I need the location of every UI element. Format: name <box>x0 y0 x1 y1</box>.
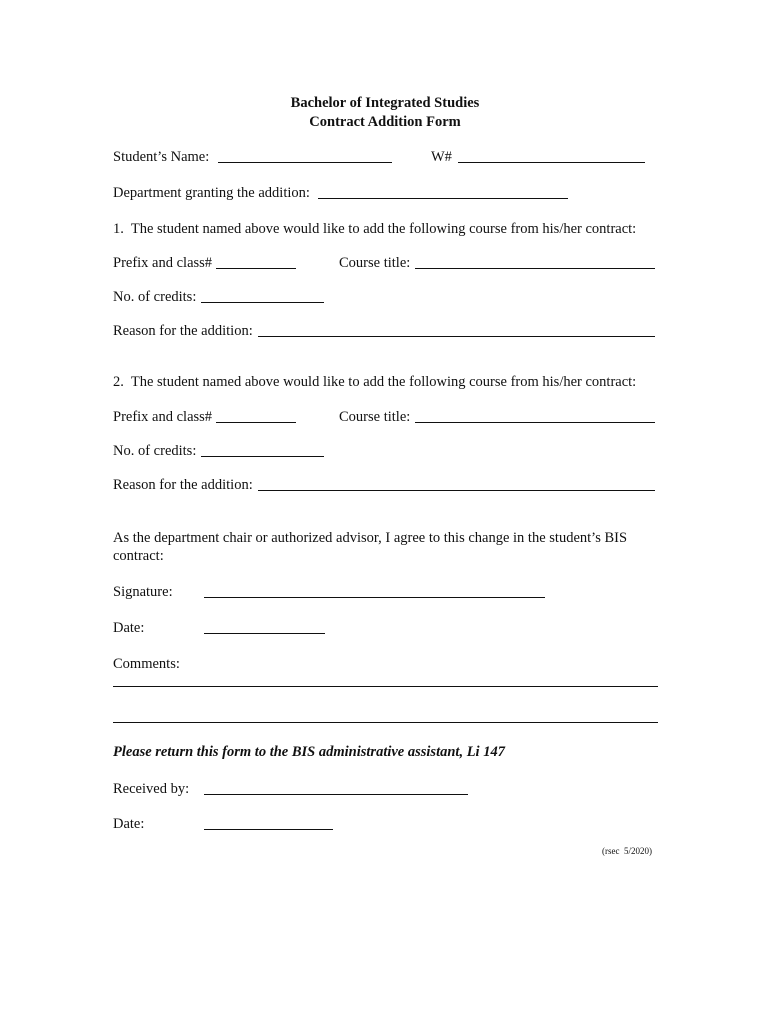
signature-field[interactable] <box>204 597 545 598</box>
form-title-line-2: Contract Addition Form <box>309 114 461 130</box>
section-1-intro: 1. The student named above would like to add the following course from his/her contract: <box>113 221 637 237</box>
section-2-course-title-label: Course title: <box>339 409 411 425</box>
comments-line-1[interactable] <box>113 686 658 687</box>
return-instruction: Please return this form to the BIS administrative assistant, Li 147 <box>113 744 505 760</box>
section-2-intro: 2. The student named above would like to add the following course from his/her contract: <box>113 374 637 390</box>
section-1-prefix-label: Prefix and class# <box>113 255 213 271</box>
approval-date-field[interactable] <box>204 633 325 634</box>
section-1-course-title-field[interactable] <box>415 268 655 269</box>
approval-statement-line-2: contract: <box>113 548 164 564</box>
section-2-reason-field[interactable] <box>258 490 655 491</box>
form-title-line-1: Bachelor of Integrated Studies <box>290 95 480 111</box>
received-date-field[interactable] <box>204 829 333 830</box>
section-2-prefix-field[interactable] <box>216 422 296 423</box>
signature-label: Signature: <box>113 584 173 600</box>
received-by-label: Received by: <box>113 781 190 797</box>
department-field[interactable] <box>318 198 568 199</box>
comments-line-2[interactable] <box>113 722 658 723</box>
section-2-credits-field[interactable] <box>201 456 324 457</box>
section-2-prefix-label: Prefix and class# <box>113 409 213 425</box>
comments-label: Comments: <box>113 656 180 672</box>
section-1-course-title-label: Course title: <box>339 255 411 271</box>
section-1-reason-label: Reason for the addition: <box>113 323 253 339</box>
section-1-reason-field[interactable] <box>258 336 655 337</box>
section-1-credits-field[interactable] <box>201 302 324 303</box>
revision-note: (rsec 5/2020) <box>602 846 652 856</box>
received-date-label: Date: <box>113 816 145 832</box>
approval-statement-line-1: As the department chair or authorized advisor, I agree to this change in the student’s BIS <box>113 530 628 546</box>
section-2-credits-label: No. of credits: <box>113 443 197 459</box>
department-label: Department granting the addition: <box>113 185 310 201</box>
w-number-field[interactable] <box>458 162 645 163</box>
received-by-field[interactable] <box>204 794 468 795</box>
student-name-label: Student’s Name: <box>113 149 210 165</box>
approval-date-label: Date: <box>113 620 145 636</box>
student-name-field[interactable] <box>218 162 392 163</box>
section-1-credits-label: No. of credits: <box>113 289 197 305</box>
section-1-prefix-field[interactable] <box>216 268 296 269</box>
section-2-course-title-field[interactable] <box>415 422 655 423</box>
section-2-reason-label: Reason for the addition: <box>113 477 253 493</box>
w-number-label: W# <box>431 149 452 165</box>
